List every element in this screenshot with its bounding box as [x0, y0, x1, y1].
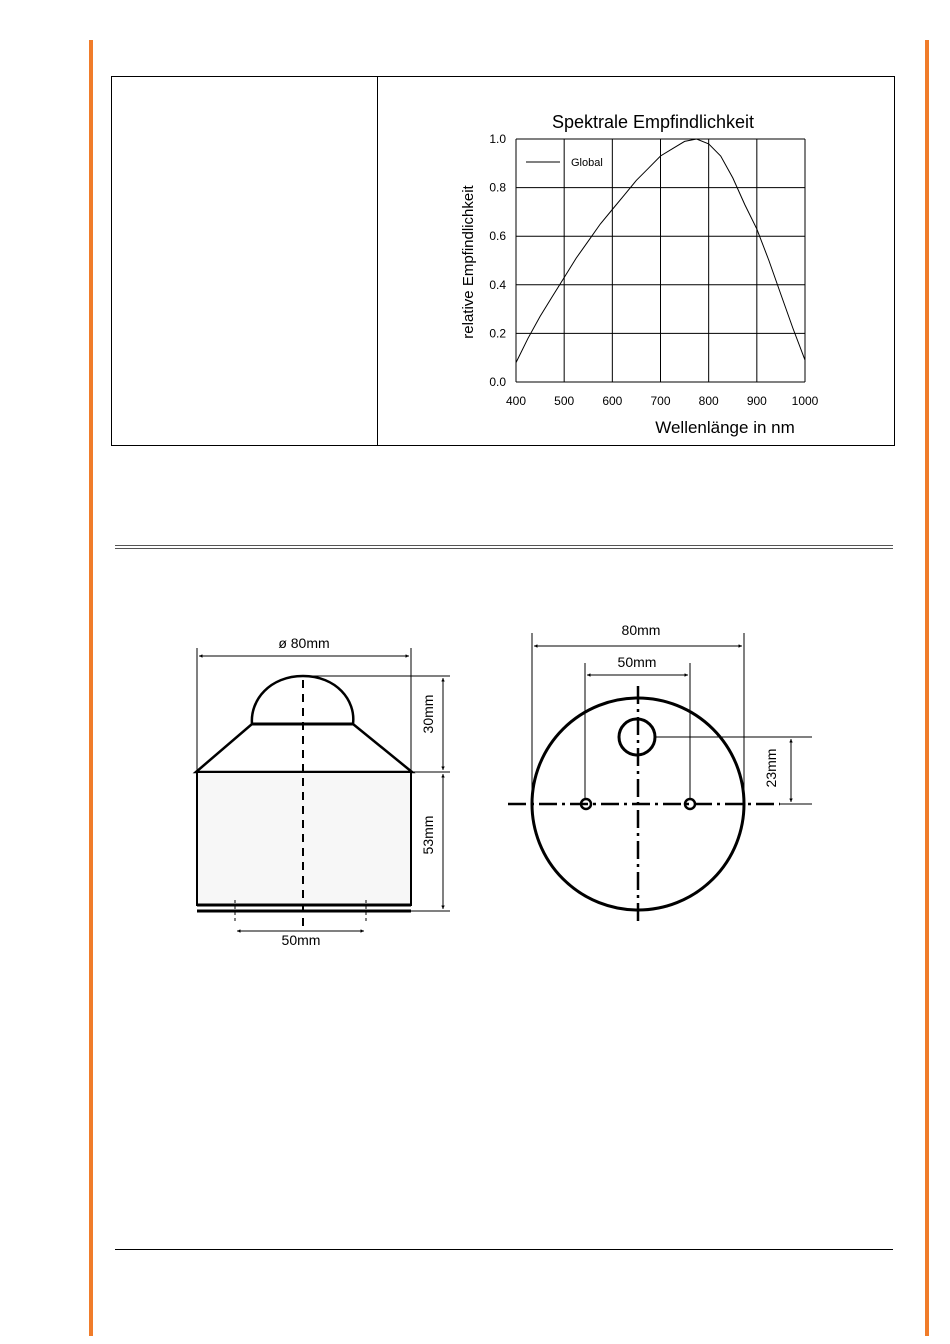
dome-height-label: 30mm [420, 694, 436, 734]
x-tick-label: 800 [698, 394, 719, 408]
x-tick-label: 1000 [791, 394, 819, 408]
x-axis-label: Wellenlänge in nm [655, 418, 795, 437]
section-separator-bottom [115, 548, 893, 549]
side-view-drawing [196, 635, 450, 948]
footer-rule [115, 1249, 893, 1250]
section-separator-top [115, 545, 893, 546]
diameter-label: ø 80mm [278, 635, 330, 651]
y-tick-label: 0.2 [489, 326, 506, 341]
y-tick-label: 1.0 [489, 132, 506, 146]
legend-label-global: Global [571, 157, 603, 169]
y-tick-label: 0.8 [489, 180, 506, 195]
y-tick-label: 0.4 [489, 277, 506, 292]
y-tick-label: 0.0 [489, 375, 506, 389]
diameter-label: 80mm [621, 622, 661, 638]
y-axis-label: relative Empfindlichkeit [460, 185, 477, 339]
hole-spacing-label: 50mm [617, 654, 657, 670]
body-height-label: 53mm [420, 815, 436, 855]
x-tick-label: 900 [746, 394, 767, 408]
y-tick-label: 0.6 [489, 229, 506, 244]
dimension-drawings [0, 600, 950, 960]
chart-grid [516, 139, 805, 382]
chart-title: Spektrale Empfindlichkeit [551, 112, 755, 132]
x-tick-label: 600 [602, 394, 623, 408]
top-view-drawing [508, 622, 812, 923]
spectral-chart [112, 77, 894, 445]
x-tick-label: 500 [554, 394, 575, 408]
base-spacing-label: 50mm [281, 932, 321, 948]
x-tick-label: 700 [650, 394, 671, 408]
offset-label: 23mm [763, 748, 779, 788]
x-tick-label: 400 [505, 394, 527, 408]
spec-table [111, 76, 895, 446]
